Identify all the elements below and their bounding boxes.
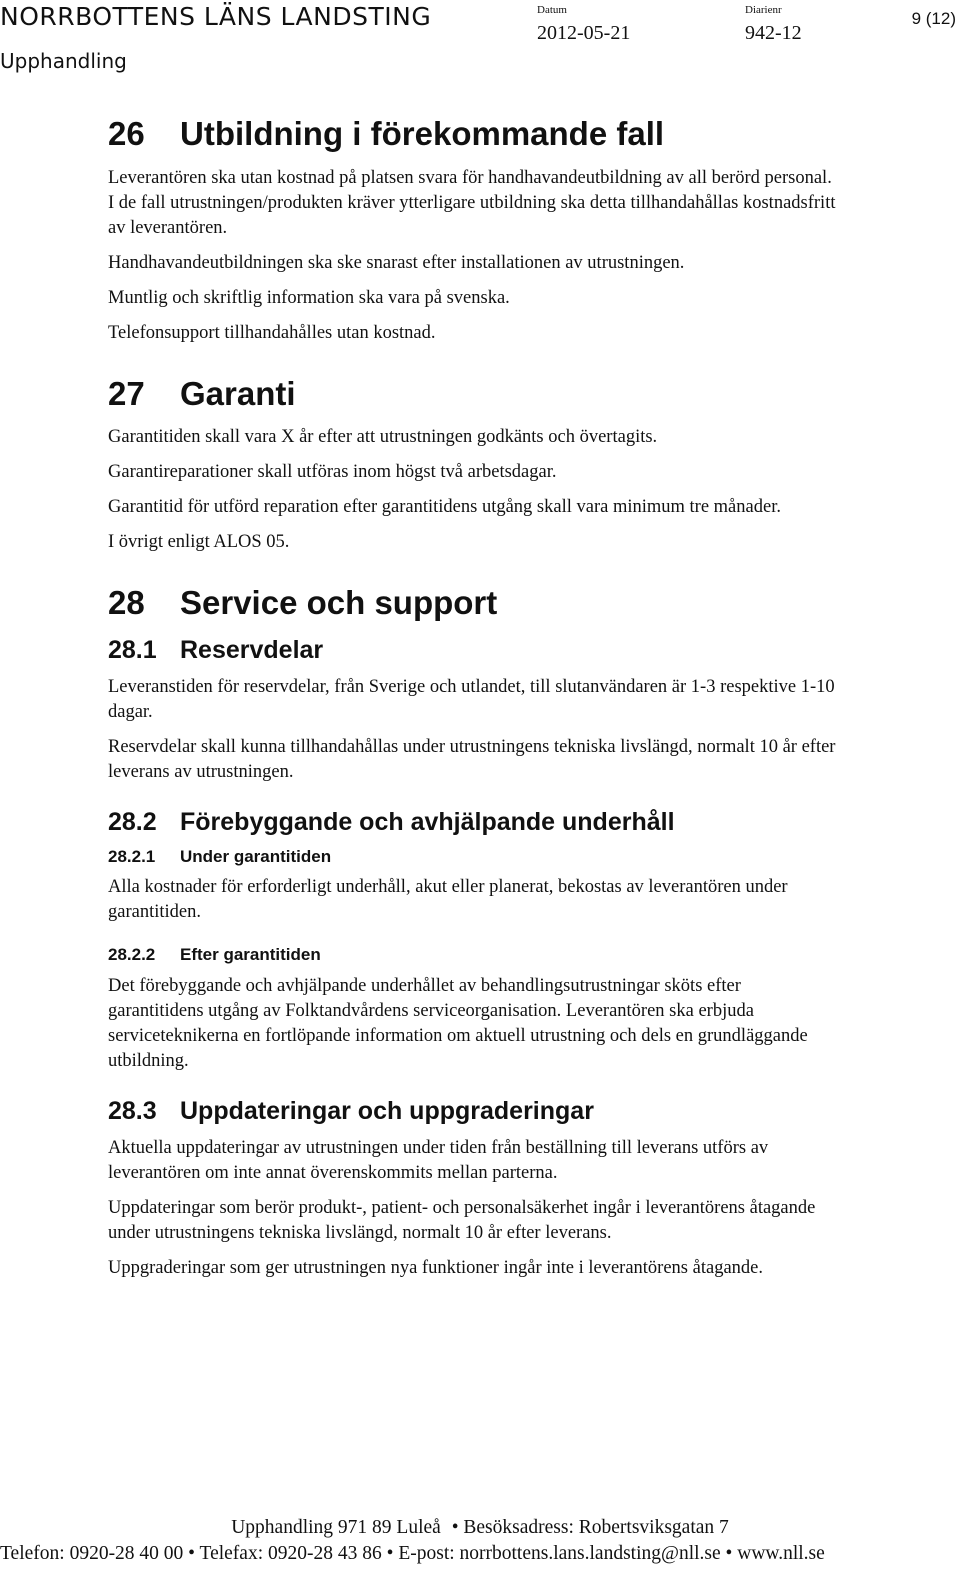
section-number: 28 [108, 584, 145, 622]
paragraph: Det förebyggande och avhjälpande underhållet av behandlingsutrustningar sköts efter garantitidens utgång av Folktandvårdens serviceorganisation. Leverantören ska erbjuda serviceteknikerna en fortlöpande information om aktuell utrustning och dels en grundläggande utbildning. [108, 975, 808, 1071]
diarienr-value: 942-12 [745, 22, 802, 44]
section-heading-27 [108, 374, 838, 414]
paragraph: Leveranstiden för reservdelar, från Sverige och utlandet, till slutanvändaren är 1-3 respektive 1-10 dagar. [108, 676, 835, 722]
paragraph: Garantireparationer skall utföras inom högst två arbetsdagar. [108, 462, 557, 483]
footer-address [0, 1517, 960, 1539]
section-title: Service och support [180, 584, 498, 622]
page-number: 9 (12) [911, 9, 956, 28]
organization-name: NORRBOTTENS LÄNS LANDSTING [0, 2, 432, 31]
section-title: Garanti [180, 374, 296, 412]
subsubsection-number: 28.2.1 [108, 846, 156, 866]
section-number: 26 [108, 115, 145, 152]
subsection-heading-28-1 [108, 635, 838, 665]
date-label: Datum [537, 4, 567, 16]
subsection-title: Förebyggande och avhjälpande underhåll [180, 807, 675, 836]
subsection-title: Reservdelar [180, 635, 324, 664]
paragraph: Uppgraderingar som ger utrustningen nya funktioner ingår inte i leverantörens åtagande. [108, 1257, 763, 1278]
section-title: Utbildning i förekommande fall [180, 115, 665, 152]
paragraph: Alla kostnader för erforderligt underhåll, akut eller planerat, bekostas av leverantören under garantitiden. [108, 877, 788, 923]
footer-visiting-address: • Besöksadress: Robertsviksgatan 7 [451, 1517, 729, 1538]
paragraph: I övrigt enligt ALOS 05. [108, 532, 290, 553]
paragraph: Aktuella uppdateringar av utrustningen under tiden från beställning till leverans utförs av leverantören om inte annat överenskommits mellan parterna. [108, 1137, 769, 1183]
date-value: 2012-05-21 [537, 22, 631, 44]
footer-postal-address: Upphandling 971 89 Luleå [231, 1517, 441, 1538]
subsection-heading-28-2 [108, 807, 838, 837]
paragraph: Uppdateringar som berör produkt-, patient- och personalsäkerhet ingår i leverantörens åtagande under utrustningens tekniska livslängd, normalt 10 år efter leverans. [108, 1197, 816, 1243]
subsubsection-title: Efter garantitiden [180, 945, 321, 965]
paragraph: Muntlig och skriftlig information ska vara på svenska. [108, 287, 510, 308]
department-name: Upphandling [0, 49, 127, 73]
paragraph: Garantitiden skall vara X år efter att utrustningen godkänts och övertagits. [108, 427, 658, 448]
section-heading-26 [108, 114, 838, 154]
paragraph: Handhavandeutbildningen ska ske snarast efter installationen av utrustningen. [108, 252, 685, 273]
subsubsection-number: 28.2.2 [108, 945, 156, 965]
paragraph: Garantitid för utförd reparation efter garantitidens utgång skall vara minimum tre månader. [108, 497, 781, 518]
subsection-number: 28.2 [108, 807, 157, 836]
paragraph: Reservdelar skall kunna tillhandahållas under utrustningens tekniska livslängd, normalt 10 år efter leverans av utrustningen. [108, 736, 836, 782]
subsection-number: 28.3 [108, 1096, 157, 1125]
subsection-title: Uppdateringar och uppgraderingar [180, 1096, 594, 1125]
subsection-number: 28.1 [108, 635, 157, 664]
subsubsection-heading-28-2-1 [108, 847, 838, 867]
subsection-heading-28-3 [108, 1096, 838, 1126]
subsubsection-title: Under garantitiden [180, 846, 332, 866]
section-heading-28 [108, 583, 838, 623]
document-body [108, 114, 838, 1291]
diarienr-label: Diarienr [745, 4, 782, 16]
paragraph: Leverantören ska utan kostnad på platsen svara för handhavandeutbildning av all berörd personal. I de fall utrustningen/produkten kräver ytterligare utbildning ska detta tillhandahållas kostnadsfritt av leverantören. [108, 167, 836, 238]
subsubsection-heading-28-2-2 [108, 945, 838, 965]
paragraph: Telefonsupport tillhandahålles utan kostnad. [108, 322, 436, 343]
footer-contact: Telefon: 0920-28 40 00 • Telefax: 0920-28 43 86 • E-post: norrbottens.lans.landsting@nll.se • www.nll.se [0, 1543, 825, 1564]
section-number: 27 [108, 374, 145, 412]
